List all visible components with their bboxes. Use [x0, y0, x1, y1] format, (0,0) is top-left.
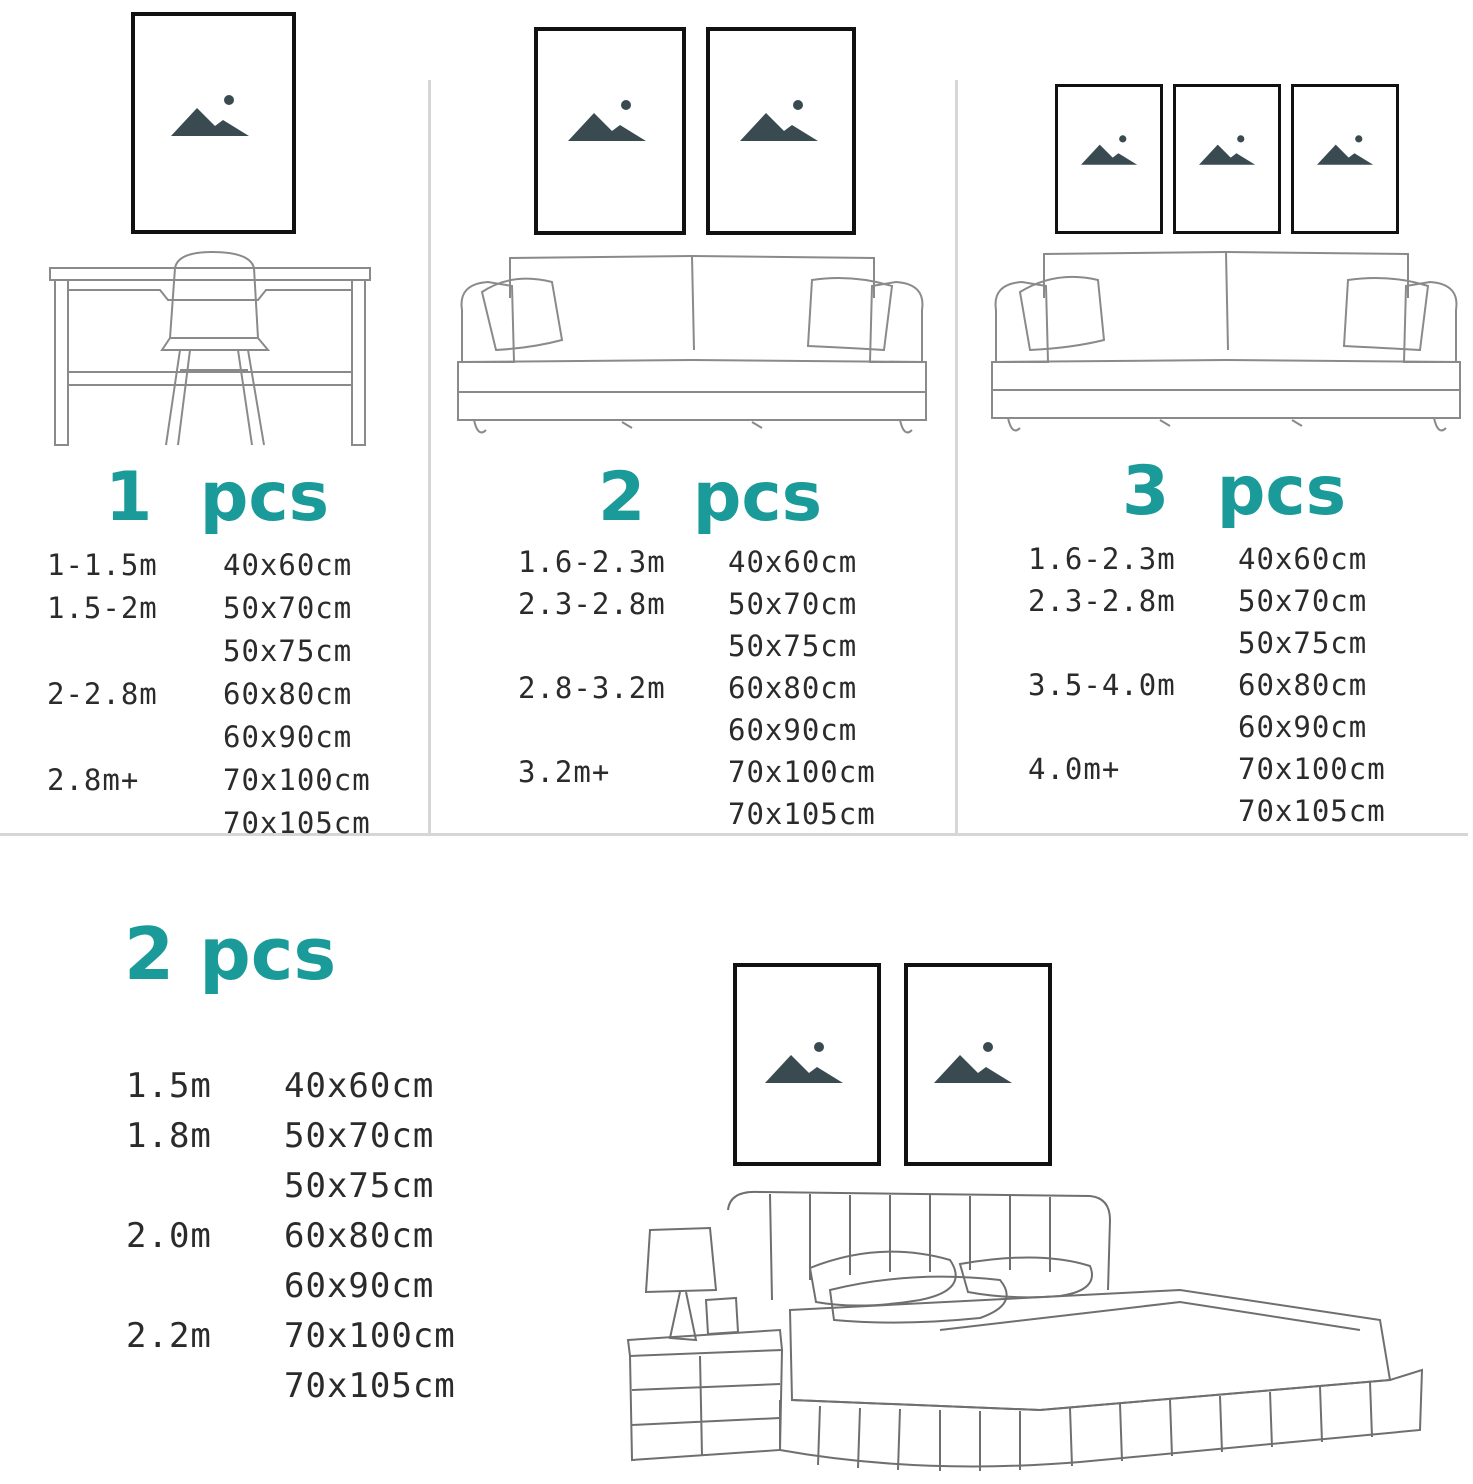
panel-4-size-table — [126, 1066, 546, 1416]
wall-width: 1.6-2.3m — [518, 545, 666, 579]
wall-width: 1-1.5m — [47, 548, 158, 582]
frame-size: 40x60cm — [1238, 542, 1368, 576]
size-row — [126, 1316, 546, 1366]
wall-width: 2.8-3.2m — [518, 671, 666, 705]
column-divider — [428, 80, 431, 836]
frame-size: 50x70cm — [728, 587, 858, 621]
frame-size: 40x60cm — [223, 548, 353, 582]
frame-3a — [1055, 84, 1163, 234]
frame-size: 60x80cm — [1238, 668, 1368, 702]
panel-2-heading: 2 pcs — [598, 458, 823, 537]
frame-size: 60x80cm — [284, 1216, 435, 1256]
panel-4-heading: 2 pcs — [124, 912, 337, 996]
frame-size: 70x105cm — [284, 1366, 456, 1406]
wall-width: 3.2m+ — [518, 755, 611, 789]
size-row — [47, 591, 407, 634]
frame-2b — [706, 27, 856, 235]
wall-width: 2.3-2.8m — [518, 587, 666, 621]
frame-3c — [1291, 84, 1399, 234]
wall-width: 3.5-4.0m — [1028, 668, 1176, 702]
size-row — [518, 587, 918, 629]
frame-size: 50x75cm — [1238, 626, 1368, 660]
wall-width: 2.0m — [126, 1216, 212, 1256]
size-row — [47, 548, 407, 591]
frame-size: 60x90cm — [1238, 710, 1368, 744]
size-row — [1028, 794, 1448, 836]
frame-size: 70x100cm — [223, 763, 371, 797]
frame-size: 50x70cm — [223, 591, 353, 625]
size-row — [1028, 626, 1448, 668]
panel-3-size-table — [1028, 542, 1448, 836]
size-row — [1028, 668, 1448, 710]
frame-size: 40x60cm — [284, 1066, 435, 1106]
sofa-illustration — [986, 250, 1466, 440]
frame-size: 60x80cm — [728, 671, 858, 705]
wall-width: 1.5m — [126, 1066, 212, 1106]
frame-size: 50x75cm — [728, 629, 858, 663]
wall-width: 2.2m — [126, 1316, 212, 1356]
frame-size: 70x105cm — [223, 806, 371, 840]
frame-size: 70x105cm — [728, 797, 876, 831]
wall-width: 2-2.8m — [47, 677, 158, 711]
wall-width: 4.0m+ — [1028, 752, 1121, 786]
size-row — [126, 1266, 546, 1316]
wall-width: 2.3-2.8m — [1028, 584, 1176, 618]
size-row — [126, 1166, 546, 1216]
frame-size: 40x60cm — [728, 545, 858, 579]
size-row — [47, 763, 407, 806]
bed-illustration — [620, 1180, 1430, 1478]
panel-1-size-table — [47, 548, 407, 849]
size-row — [1028, 584, 1448, 626]
frame-size: 60x90cm — [728, 713, 858, 747]
panel-3-heading: 3 pcs — [1122, 452, 1347, 531]
frame-size: 70x100cm — [728, 755, 876, 789]
frame-size: 60x90cm — [223, 720, 353, 754]
frame-size: 50x70cm — [1238, 584, 1368, 618]
size-row — [518, 713, 918, 755]
size-row — [47, 634, 407, 677]
frame-1 — [131, 12, 296, 234]
wall-width: 2.8m+ — [47, 763, 140, 797]
panel-1-heading: 1 pcs — [105, 458, 330, 537]
frame-size: 50x75cm — [223, 634, 353, 668]
frame-size: 50x75cm — [284, 1166, 435, 1206]
wall-width: 1.5-2m — [47, 591, 158, 625]
size-row — [126, 1066, 546, 1116]
size-row — [518, 755, 918, 797]
frame-size: 70x100cm — [284, 1316, 456, 1356]
size-row — [126, 1216, 546, 1266]
frame-size: 50x70cm — [284, 1116, 435, 1156]
wall-width: 1.8m — [126, 1116, 212, 1156]
size-row — [47, 677, 407, 720]
size-row — [126, 1366, 546, 1416]
size-row — [518, 629, 918, 671]
frame-4b — [904, 963, 1052, 1166]
frame-size: 60x90cm — [284, 1266, 435, 1306]
size-row — [126, 1116, 546, 1166]
size-row — [1028, 752, 1448, 794]
size-row — [1028, 542, 1448, 584]
size-row — [47, 806, 407, 849]
size-row — [518, 797, 918, 839]
desk-chair-illustration — [40, 250, 380, 450]
size-row — [1028, 710, 1448, 752]
size-row — [518, 671, 918, 713]
column-divider — [955, 80, 958, 836]
frame-size: 70x100cm — [1238, 752, 1386, 786]
frame-size: 60x80cm — [223, 677, 353, 711]
frame-3b — [1173, 84, 1281, 234]
size-row — [47, 720, 407, 763]
frame-2a — [534, 27, 686, 235]
sofa-illustration — [452, 250, 932, 440]
size-row — [518, 545, 918, 587]
frame-4a — [733, 963, 881, 1166]
panel-2-size-table — [518, 545, 918, 839]
wall-width: 1.6-2.3m — [1028, 542, 1176, 576]
frame-size: 70x105cm — [1238, 794, 1386, 828]
